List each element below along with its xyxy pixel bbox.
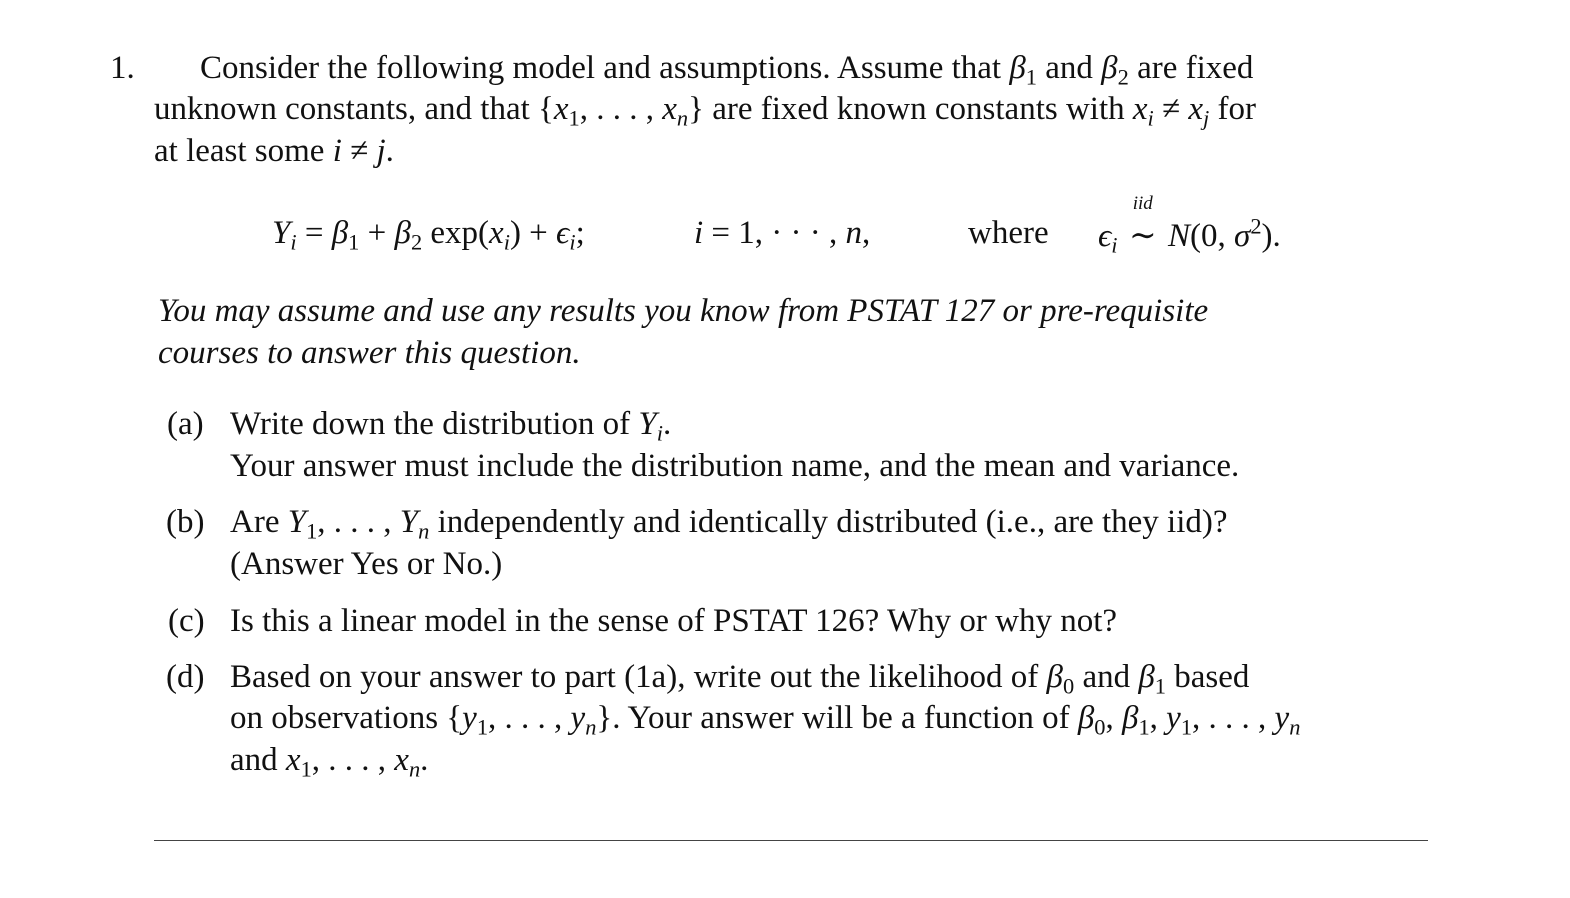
part-d-line-1: [230, 659, 1250, 699]
neq-symbol: ≠: [1162, 91, 1181, 127]
part-d-comma-2: ,: [1149, 700, 1158, 736]
part-d-dots-2: , . . . ,: [1192, 700, 1267, 736]
part-d-and: and: [1082, 659, 1131, 695]
part-d-observations: on observations {: [230, 700, 463, 736]
part-d-and-2: and: [230, 742, 278, 778]
part-d-f-y-n: $y_n$: [1274, 700, 1301, 740]
eq-exp: exp(: [422, 215, 490, 251]
part-d-text-1: Based on your answer to part (1a), write out the likelihood of: [230, 659, 1039, 695]
part-d-beta-1: $\beta_1$: [1138, 659, 1167, 699]
part-d-function-of: }. Your answer will be a function of: [596, 700, 1070, 736]
eq-epsilon-i: $\epsilon_i$: [556, 215, 576, 255]
part-d-f-beta-1: $\beta_1$: [1122, 700, 1150, 740]
equation-where: where: [968, 215, 1049, 251]
part-d-x-1: $x_1$: [285, 742, 312, 782]
eq-Y-i: $Y_i$: [272, 215, 297, 255]
part-d-period: .: [420, 742, 429, 778]
j-symbol: j: [376, 133, 386, 169]
part-b-dots: , . . . ,: [317, 504, 392, 540]
x-i-symbol: $x_i$: [1132, 91, 1154, 131]
x-n-symbol: $x_n$: [662, 91, 689, 131]
eq-normal-N: N: [1168, 218, 1191, 254]
part-d-dots-1: , . . . ,: [488, 700, 563, 736]
eq-index-i: i: [694, 215, 704, 251]
neq-symbol-2: ≠: [350, 133, 369, 169]
part-c-label: (c): [168, 603, 205, 639]
eq-epsilon-i-2: $\epsilon_i$: [1098, 218, 1118, 258]
eq-beta-2: $\beta_2$: [394, 215, 423, 255]
eq-close: ) +: [509, 215, 557, 251]
part-d-line-2: [230, 700, 1301, 740]
iid-tilde-symbol: iid ∼: [1128, 193, 1157, 254]
part-d-y-1: $y_1$: [462, 700, 489, 740]
beta-1-symbol: $\beta_1$: [1009, 50, 1038, 90]
part-d-label: (d): [166, 659, 205, 695]
eq-normal-args: (0,: [1190, 218, 1235, 254]
intro-and: and: [1045, 50, 1093, 86]
part-b-label: (b): [166, 504, 205, 540]
part-d-dots-3: , . . . ,: [311, 742, 387, 778]
eq-semicolon: ;: [575, 215, 585, 251]
part-d-f-y-1: $y_1$: [1166, 700, 1193, 740]
part-a-Y-i: $Y_i$: [638, 406, 663, 446]
intro-line-2: [154, 91, 1257, 131]
part-d-x-n: $x_n$: [394, 742, 421, 782]
eq-range: = 1, · · · ,: [703, 215, 846, 251]
note-line-2: courses to answer this question.: [158, 335, 581, 371]
x-1-symbol: $x_1$: [553, 91, 580, 131]
eq-plus: +: [359, 215, 395, 251]
intro-line-1: [200, 50, 1254, 90]
part-b-Y-1: $Y_1$: [287, 504, 318, 544]
eq-range-comma: ,: [862, 215, 871, 251]
eq-sigma-squared: $\sigma^2$: [1234, 213, 1262, 254]
question-number: 1.: [110, 50, 135, 86]
equation-index-range: [694, 215, 870, 252]
intro-lead: Consider the following model and assumptions. Assume that: [200, 50, 1002, 86]
part-d-y-n: $y_n$: [570, 700, 597, 740]
part-b-line-1: [230, 504, 1228, 544]
horizontal-divider: [154, 840, 1428, 841]
intro-line3-end: .: [385, 133, 394, 169]
part-d-line-3: [230, 742, 429, 782]
eq-normal-close: ).: [1261, 218, 1281, 254]
intro-line2-b: } are fixed known constants with: [688, 91, 1125, 127]
x-j-symbol: $x_j$: [1188, 91, 1210, 131]
part-d-based: based: [1174, 659, 1250, 695]
part-a-text: Write down the distribution of: [230, 406, 631, 442]
part-a-label: (a): [167, 406, 204, 442]
part-b-line-2: (Answer Yes or No.): [230, 546, 503, 582]
model-equation: [272, 215, 585, 255]
part-d-beta-0: $\beta_0$: [1046, 659, 1075, 699]
eq-equals: =: [296, 215, 332, 251]
beta-2-symbol: $\beta_2$: [1101, 50, 1129, 90]
part-d-comma-1: ,: [1105, 700, 1114, 736]
part-c-line-1: Is this a linear model in the sense of PSTAT 126? Why or why not?: [230, 603, 1118, 639]
equation-error-distribution: [1098, 193, 1281, 258]
note-line-1: You may assume and use any results you know from PSTAT 127 or pre-requisite: [158, 293, 1209, 329]
eq-index-n: n: [845, 215, 863, 251]
part-a-period: .: [662, 406, 672, 442]
part-b-are: Are: [230, 504, 280, 540]
eq-x-i: $x_i$: [489, 215, 510, 255]
intro-line3-a: at least some: [154, 133, 325, 169]
intro-dots: , . . . ,: [579, 91, 654, 127]
intro-line2-c: for: [1217, 91, 1257, 127]
intro-line-3: [154, 133, 394, 170]
part-d-f-beta-0: $\beta_0$: [1077, 700, 1106, 740]
part-a-line-2: Your answer must include the distribution name, and the mean and variance.: [230, 448, 1240, 484]
intro-line2-a: unknown constants, and that {: [154, 91, 554, 127]
part-b-text: independently and identically distributed (i.e., are they iid)?: [437, 504, 1228, 540]
part-a-line-1: [230, 406, 672, 446]
eq-beta-1: $\beta_1$: [331, 215, 360, 255]
intro-tail: are fixed: [1137, 50, 1254, 86]
part-b-Y-n: $Y_n$: [399, 504, 430, 544]
i-symbol: i: [332, 133, 342, 169]
